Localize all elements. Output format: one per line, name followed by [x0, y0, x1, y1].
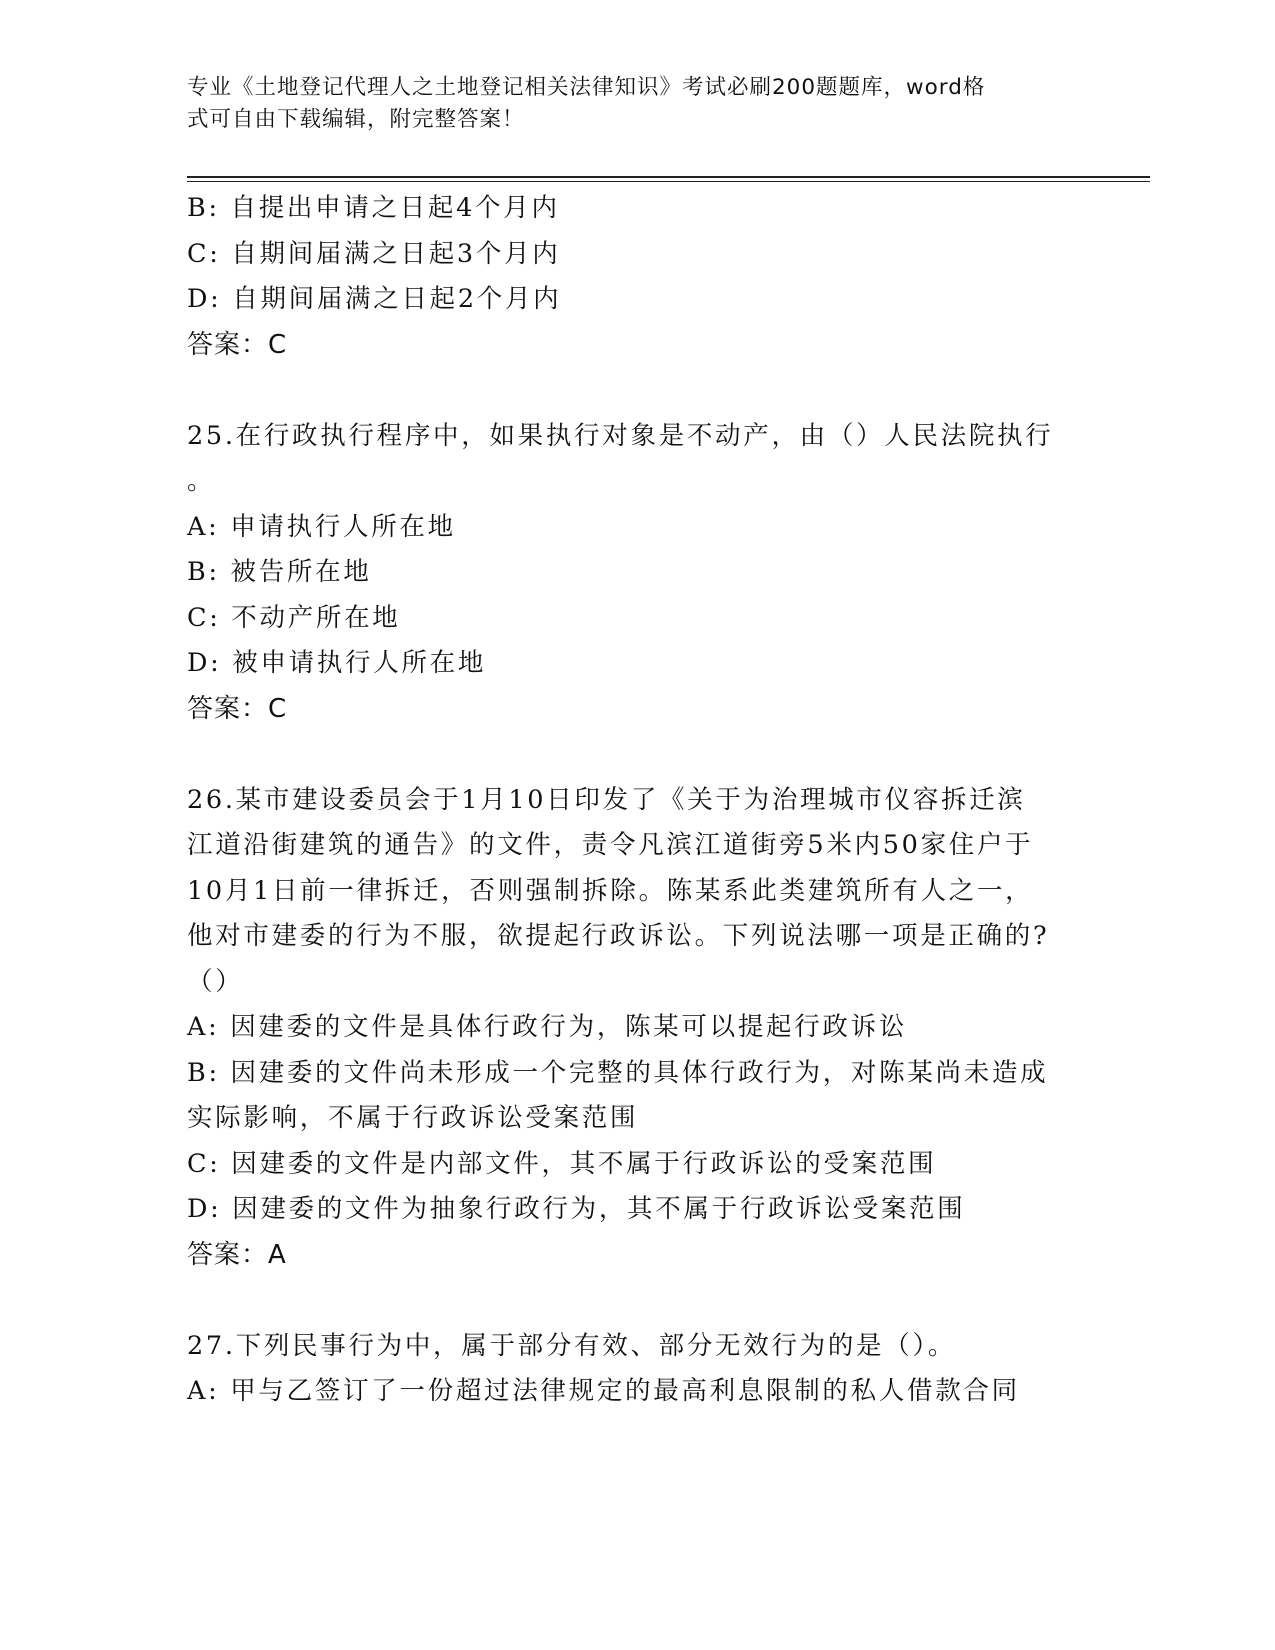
- option-d: D: 被申请执行人所在地: [187, 648, 487, 678]
- document-header: [187, 72, 1067, 136]
- option-c: C: 不动产所在地: [187, 602, 401, 633]
- question-text: 。: [187, 466, 216, 496]
- option-b-continued: 实际影响，不属于行政诉讼受案范围: [187, 1103, 639, 1133]
- answer: 答案：A: [187, 1239, 287, 1270]
- question-25: [187, 414, 1087, 733]
- option-b: B: 自提出申请之日起4个月内: [187, 193, 560, 223]
- option-a: A: 申请执行人所在地: [187, 511, 456, 542]
- question-text: 27.下列民事行为中，属于部分有效、部分无效行为的是（）。: [187, 1330, 957, 1361]
- spacer: [187, 368, 1087, 414]
- question-content: [187, 186, 1087, 1415]
- option-a: A: 甲与乙签订了一份超过法律规定的最高利息限制的私人借款合同: [187, 1376, 1020, 1406]
- question-27: [187, 1324, 1087, 1415]
- answer: 答案：C: [187, 329, 288, 360]
- option-a: A: 因建委的文件是具体行政行为，陈某可以提起行政诉讼: [187, 1012, 908, 1042]
- header-line-1: 专业《土地登记代理人之土地登记相关法律知识》考试必刷200题题库，word格: [187, 75, 986, 100]
- option-c: C: 自期间届满之日起3个月内: [187, 238, 561, 269]
- question-text: 江道沿街建筑的通告》的文件，责令凡滨江道街旁5米内50家住户于: [187, 830, 1034, 860]
- question-text: 25.在行政执行程序中，如果执行对象是不动产，由（）人民法院执行: [187, 420, 1054, 451]
- header-rule-thin: [187, 181, 1150, 182]
- spacer: [187, 1278, 1087, 1324]
- header-line-2: 式可自由下载编辑，附完整答案！: [187, 107, 525, 132]
- spacer: [187, 732, 1087, 778]
- header-rule-thick: [187, 176, 1150, 178]
- option-c: C: 因建委的文件是内部文件，其不属于行政诉讼的受案范围: [187, 1148, 937, 1179]
- previous-question-tail: [187, 186, 1087, 368]
- question-text: （）: [187, 966, 244, 997]
- option-b: B: 被告所在地: [187, 557, 372, 587]
- option-d: D: 自期间届满之日起2个月内: [187, 284, 562, 314]
- question-text: 他对市建委的行为不服，欲提起行政诉讼。下列说法哪一项是正确的?: [187, 921, 1050, 951]
- answer: 答案：C: [187, 693, 288, 724]
- option-b: B: 因建委的文件尚未形成一个完整的具体行政行为，对陈某尚未造成: [187, 1057, 1049, 1088]
- question-text: 10月1日前一律拆迁，否则强制拆除。陈某系此类建筑所有人之一，: [187, 875, 1034, 906]
- option-d: D: 因建委的文件为抽象行政行为，其不属于行政诉讼受案范围: [187, 1194, 966, 1224]
- question-text: 26.某市建设委员会于1月10日印发了《关于为治理城市仪容拆迁滨: [187, 784, 1026, 815]
- question-26: [187, 778, 1087, 1279]
